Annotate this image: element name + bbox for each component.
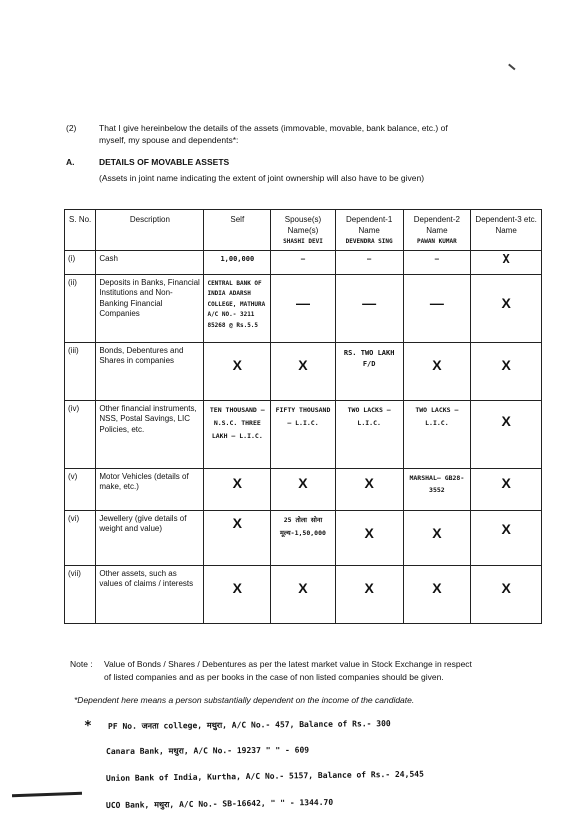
handwritten-note: Union Bank of India, Kurtha, A/C No.- 5157, Balance of Rs.- 24,545 xyxy=(105,769,424,783)
row-self xyxy=(204,250,271,274)
row-dep2 xyxy=(403,565,471,623)
row-spouse xyxy=(271,274,336,342)
cross-mark: X xyxy=(432,524,442,541)
cross-mark: X xyxy=(298,474,308,491)
cash-self-value: 1,00,000 xyxy=(220,254,255,263)
row-dep1 xyxy=(335,510,403,565)
cross-mark: X xyxy=(298,579,308,596)
cross-mark: X xyxy=(232,474,242,491)
intro-line-2: myself, my spouse and dependents*: xyxy=(99,135,239,145)
cross-mark: X xyxy=(432,356,442,373)
row-spouse xyxy=(271,250,336,274)
cross-mark: X xyxy=(364,579,374,596)
row-sno: (vii) xyxy=(65,565,96,623)
vehicle-dep2-handwritten: MARSHAL– GB28-3552 xyxy=(409,473,465,494)
row-dep2 xyxy=(403,468,471,510)
row-spouse xyxy=(271,468,336,510)
header-spouse-label: Spouse(s) Name(s) xyxy=(284,215,322,235)
cross-mark: X xyxy=(501,474,511,491)
cross-mark: X xyxy=(232,356,242,373)
header-spouse-handwritten: SHASHI DEVI xyxy=(283,238,323,245)
header-dep1-label: Dependent-1 Name xyxy=(346,215,393,235)
row-spouse xyxy=(271,510,336,565)
cross-mark: X xyxy=(364,524,374,541)
row-self xyxy=(204,342,271,400)
row-sno: (iii) xyxy=(65,342,96,400)
cross-mark: X xyxy=(232,579,242,596)
row-spouse xyxy=(271,400,336,468)
row-dep1 xyxy=(335,250,403,274)
row-sno: (i) xyxy=(65,250,96,274)
row-description: Jewellery (give details of weight and value) xyxy=(96,510,204,565)
row-dep1 xyxy=(335,274,403,342)
table-row xyxy=(65,510,542,565)
bank-deposit-handwritten: CENTRAL BANK OF INDIA ADARSH COLLEGE, MATHURA A/C NO.- 3211 85268 @ Rs.5.5 xyxy=(207,279,266,329)
row-description: Motor Vehicles (details of make, etc.) xyxy=(96,468,204,510)
dash-mark: — xyxy=(434,254,439,263)
row-description: Other financial instruments, NSS, Postal Savings, LIC Policies, etc. xyxy=(96,400,204,468)
cross-mark: X xyxy=(364,474,374,491)
cross-mark: X xyxy=(502,251,510,266)
cross-mark: X xyxy=(501,579,511,596)
row-sno: (iv) xyxy=(65,400,96,468)
dash-mark: — xyxy=(362,294,377,311)
row-dep3 xyxy=(471,250,542,274)
row-self xyxy=(204,510,271,565)
row-description: Other assets, such as values of claims / interests xyxy=(96,565,204,623)
pen-stroke xyxy=(12,792,82,797)
row-description: Deposits in Banks, Financial Institutions and Non-Banking Financial Companies xyxy=(96,274,204,342)
header-dep1 xyxy=(335,210,403,251)
table-header-row xyxy=(65,210,542,251)
row-sno: (ii) xyxy=(65,274,96,342)
row-sno: (vi) xyxy=(65,510,96,565)
row-self xyxy=(204,400,271,468)
row-description: Bonds, Debentures and Shares in companies xyxy=(96,342,204,400)
row-self xyxy=(204,274,271,342)
table-row xyxy=(65,342,542,400)
row-description: Cash xyxy=(96,250,204,274)
cross-mark: X xyxy=(501,520,511,537)
note-line-1: Value of Bonds / Shares / Debentures as per the latest market value in Stock Exchange in respect xyxy=(104,659,472,669)
header-dep2 xyxy=(403,210,471,251)
dash-mark: — xyxy=(300,254,306,263)
dash-mark: — xyxy=(429,294,444,311)
row-spouse xyxy=(271,342,336,400)
cross-mark: X xyxy=(501,356,511,373)
handwritten-note: Canara Bank, मथुरा, A/C No.- 19237 " " - 609 xyxy=(105,745,310,756)
note-label: Note : xyxy=(70,659,93,669)
instruments-dep1-handwritten: TWO LACKS – L.I.C. xyxy=(347,405,391,427)
row-dep1 xyxy=(335,565,403,623)
cross-mark: X xyxy=(232,514,242,531)
row-dep1 xyxy=(335,342,403,400)
header-dep2-label: Dependent-2 Name xyxy=(413,215,460,235)
section-subtitle: (Assets in joint name indicating the extent of joint ownership will also have to be given) xyxy=(99,173,425,183)
row-dep2 xyxy=(403,400,471,468)
row-dep3 xyxy=(471,565,542,623)
note-line-2: of listed companies and as per books in the case of non listed companies should be given. xyxy=(104,672,444,682)
row-self xyxy=(204,468,271,510)
row-dep1 xyxy=(335,468,403,510)
row-spouse xyxy=(271,565,336,623)
header-sno: S. No. xyxy=(65,210,96,251)
jewellery-spouse-handwritten: 25 तोला सोना मूल्य-1,50,000 xyxy=(280,515,326,537)
table-row xyxy=(65,468,542,510)
row-dep3 xyxy=(471,510,542,565)
bonds-dep1-handwritten: RS. TWO LAKH F/D xyxy=(343,348,395,368)
row-dep2 xyxy=(403,342,471,400)
header-dep1-handwritten: DEVENDRA SING xyxy=(345,238,393,245)
instruments-spouse-handwritten: FIFTY THOUSAND – L.I.C. xyxy=(275,405,331,427)
pen-mark xyxy=(508,64,515,70)
dash-mark: — xyxy=(367,254,372,263)
handwritten-note: PF No. जनता college, मथुरा, A/C No.- 457, Balance of Rs.- 300 xyxy=(107,719,391,731)
section-letter: A. xyxy=(66,157,75,167)
header-dep2-handwritten: PAWAN KUMAR xyxy=(416,238,457,245)
movable-assets-table xyxy=(64,209,542,624)
row-dep3 xyxy=(471,342,542,400)
header-spouse xyxy=(271,210,336,251)
row-dep3 xyxy=(471,400,542,468)
row-dep3 xyxy=(471,274,542,342)
table-row xyxy=(65,274,542,342)
dependent-footnote: *Dependent here means a person substantially dependent on the income of the candidate. xyxy=(74,695,415,705)
header-dep3: Dependent-3 etc. Name xyxy=(471,210,542,251)
section-title: DETAILS OF MOVABLE ASSETS xyxy=(99,157,230,167)
header-description: Description xyxy=(96,210,204,251)
row-dep1 xyxy=(335,400,403,468)
row-dep2 xyxy=(403,250,471,274)
handwritten-asterisk: * xyxy=(84,719,92,734)
cross-mark: X xyxy=(501,412,511,429)
row-dep2 xyxy=(403,274,471,342)
instruments-dep2-handwritten: TWO LACKS – L.I.C. xyxy=(415,405,459,427)
cross-mark: X xyxy=(298,356,308,373)
handwritten-note: UCO Bank, मथुरा, A/C No.- SB-16642, " " - 1344.70 xyxy=(105,797,334,810)
intro-number: (2) xyxy=(66,123,77,133)
header-self: Self xyxy=(204,210,271,251)
cross-mark: X xyxy=(501,294,511,311)
dash-mark: — xyxy=(295,294,310,311)
instruments-self-handwritten: TEN THOUSAND – N.S.C. THREE LAKH – L.I.C. xyxy=(209,405,265,440)
table-row xyxy=(65,400,542,468)
row-sno: (v) xyxy=(65,468,96,510)
intro-line-1: That I give hereinbelow the details of the assets (immovable, movable, bank balance, etc.) of xyxy=(99,123,448,133)
row-dep3 xyxy=(471,468,542,510)
table-row xyxy=(65,565,542,623)
row-self xyxy=(204,565,271,623)
table-row xyxy=(65,250,542,274)
row-dep2 xyxy=(403,510,471,565)
cross-mark: X xyxy=(432,579,442,596)
